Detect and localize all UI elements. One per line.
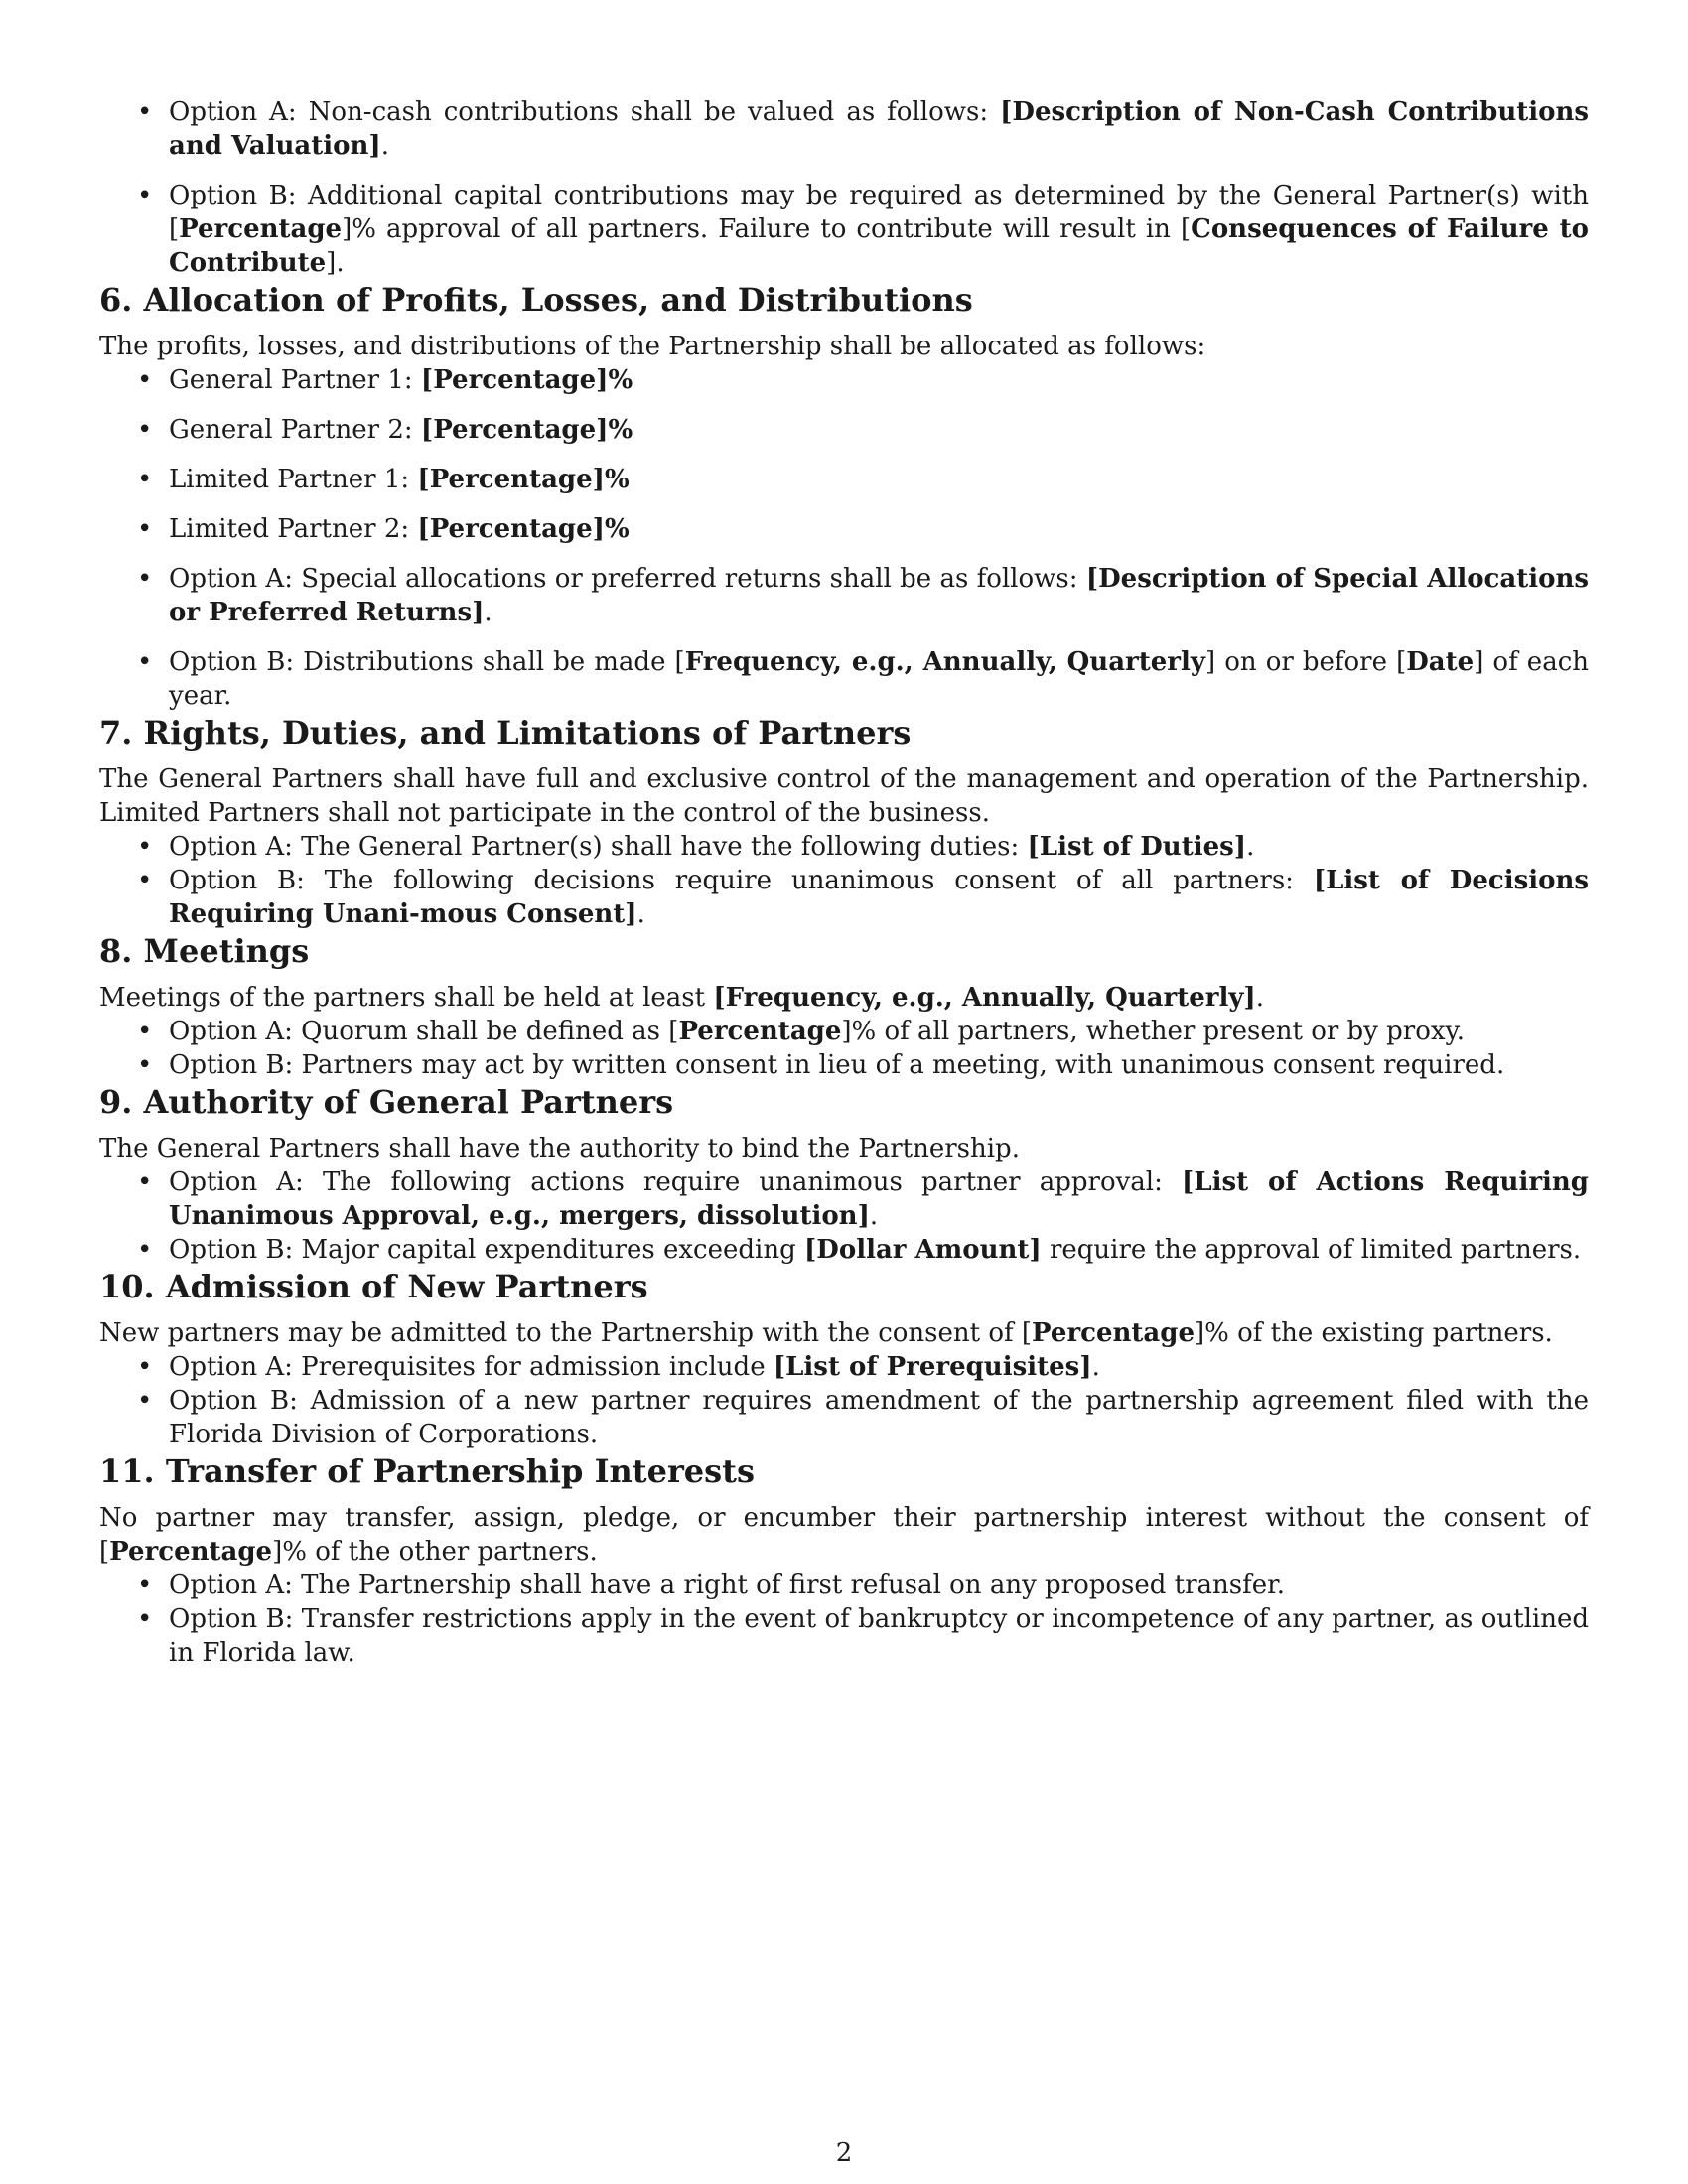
allocation-item: • Limited Partner 1: [Percentage]% (137, 465, 630, 494)
section-8-intro: Meetings of the partners shall be held at least [Frequency, e.g., Annually, Quarterly]. (99, 983, 1265, 1013)
list-item: • Option A: Special allocations or preferred returns shall be as follows: [Description of Special Allocations or Preferred Returns]. (137, 564, 1589, 627)
section-11-list (99, 1569, 1589, 1670)
bullet-icon: • (137, 1570, 153, 1600)
list-item: • Option A: Non-cash contributions shall be valued as follows: [Description of Non-Cash Contributions and Valuation]. (137, 97, 1589, 161)
bullet-icon: • (137, 181, 153, 210)
list-item: • Option A: The Partnership shall have a right of first refusal on any proposed transfer. (137, 1570, 1285, 1600)
list-item: • Option B: The following decisions require unanimous consent of all partners: [List of Decisions Requiring Unani-mous Consent]. (137, 866, 1589, 929)
section-10-heading: 10. Admission of New Partners (99, 1268, 648, 1305)
allocation-item: • Limited Partner 2: [Percentage]% (137, 514, 630, 544)
bullet-icon: • (137, 647, 153, 677)
list-item: • Option B: Admission of a new partner requires amendment of the partnership agreement filed with the Florida Division of Corporations. (137, 1386, 1589, 1449)
section-6-list (99, 363, 1589, 713)
bullet-icon: • (137, 415, 153, 445)
document-page (99, 95, 1589, 1670)
bullet-icon: • (137, 1017, 153, 1046)
bullet-icon: • (137, 1604, 153, 1634)
list-item: • Option A: Quorum shall be defined as [Percentage]% of all partners, whether present or by proxy. (137, 1017, 1466, 1046)
section-7-list (99, 830, 1589, 931)
section-10-intro: New partners may be admitted to the Partnership with the consent of [Percentage]% of the existing partners. (99, 1318, 1553, 1348)
allocation-item: • General Partner 2: [Percentage]% (137, 415, 633, 445)
bullet-icon: • (137, 514, 153, 544)
section-6-heading: 6. Allocation of Profits, Losses, and Distributions (99, 281, 973, 319)
section-10-list (99, 1350, 1589, 1451)
continued-options-list (99, 95, 1589, 280)
bullet-icon: • (137, 1167, 153, 1197)
bullet-icon: • (137, 465, 153, 494)
allocation-item: • General Partner 1: [Percentage]% (137, 365, 633, 395)
list-item: • Option A: The General Partner(s) shall have the following duties: [List of Duties]. (137, 832, 1255, 862)
section-8-heading: 8. Meetings (99, 932, 310, 970)
bullet-icon: • (137, 866, 153, 895)
page-number: 2 (835, 2138, 853, 2168)
section-8-list (99, 1015, 1589, 1082)
bullet-icon: • (137, 97, 153, 127)
section-9-intro: The General Partners shall have the authority to bind the Partnership. (99, 1134, 1020, 1163)
section-11-intro: No partner may transfer, assign, pledge, or encumber their partnership interest without the consent of [Percentage]% of the other partners. (99, 1503, 1589, 1567)
list-item: • Option B: Transfer restrictions apply in the event of bankruptcy or incompetence of any partner, as outlined in Florida law. (137, 1604, 1589, 1668)
bullet-icon: • (137, 1235, 153, 1265)
list-item: • Option B: Major capital expenditures exceeding [Dollar Amount] require the approval of limited partners. (137, 1235, 1582, 1265)
list-item: • Option B: Distributions shall be made [Frequency, e.g., Annually, Quarterly] on or before [Date] of each year. (137, 647, 1589, 711)
section-9-list (99, 1165, 1589, 1267)
section-6-intro: The profits, losses, and distributions of the Partnership shall be allocated as follows: (99, 332, 1206, 361)
section-11-heading: 11. Transfer of Partnership Interests (99, 1452, 755, 1490)
bullet-icon: • (137, 564, 153, 594)
bullet-icon: • (137, 1352, 153, 1382)
list-item: • Option A: Prerequisites for admission include [List of Prerequisites]. (137, 1352, 1100, 1382)
list-item: • Option A: The following actions require unanimous partner approval: [List of Actions Requiring Unanimous Approval, e.g., mergers, dissolution]. (137, 1167, 1589, 1231)
list-item: • Option B: Partners may act by written consent in lieu of a meeting, with unanimous consent required. (137, 1050, 1505, 1080)
section-7-intro: The General Partners shall have full and exclusive control of the management and operation of the Partnership. Limited Partners shall not participate in the control of the business. (99, 764, 1589, 828)
section-9-heading: 9. Authority of General Partners (99, 1083, 674, 1121)
bullet-icon: • (137, 832, 153, 862)
bullet-icon: • (137, 1386, 153, 1416)
bullet-icon: • (137, 365, 153, 395)
bullet-icon: • (137, 1050, 153, 1080)
list-item: • Option B: Additional capital contributions may be required as determined by the General Partner(s) with [Percentage]% approval of all partners. Failure to contribute will result in [Consequences of Failure to Contribute]. (137, 181, 1589, 278)
section-7-heading: 7. Rights, Duties, and Limitations of Partners (99, 714, 912, 751)
